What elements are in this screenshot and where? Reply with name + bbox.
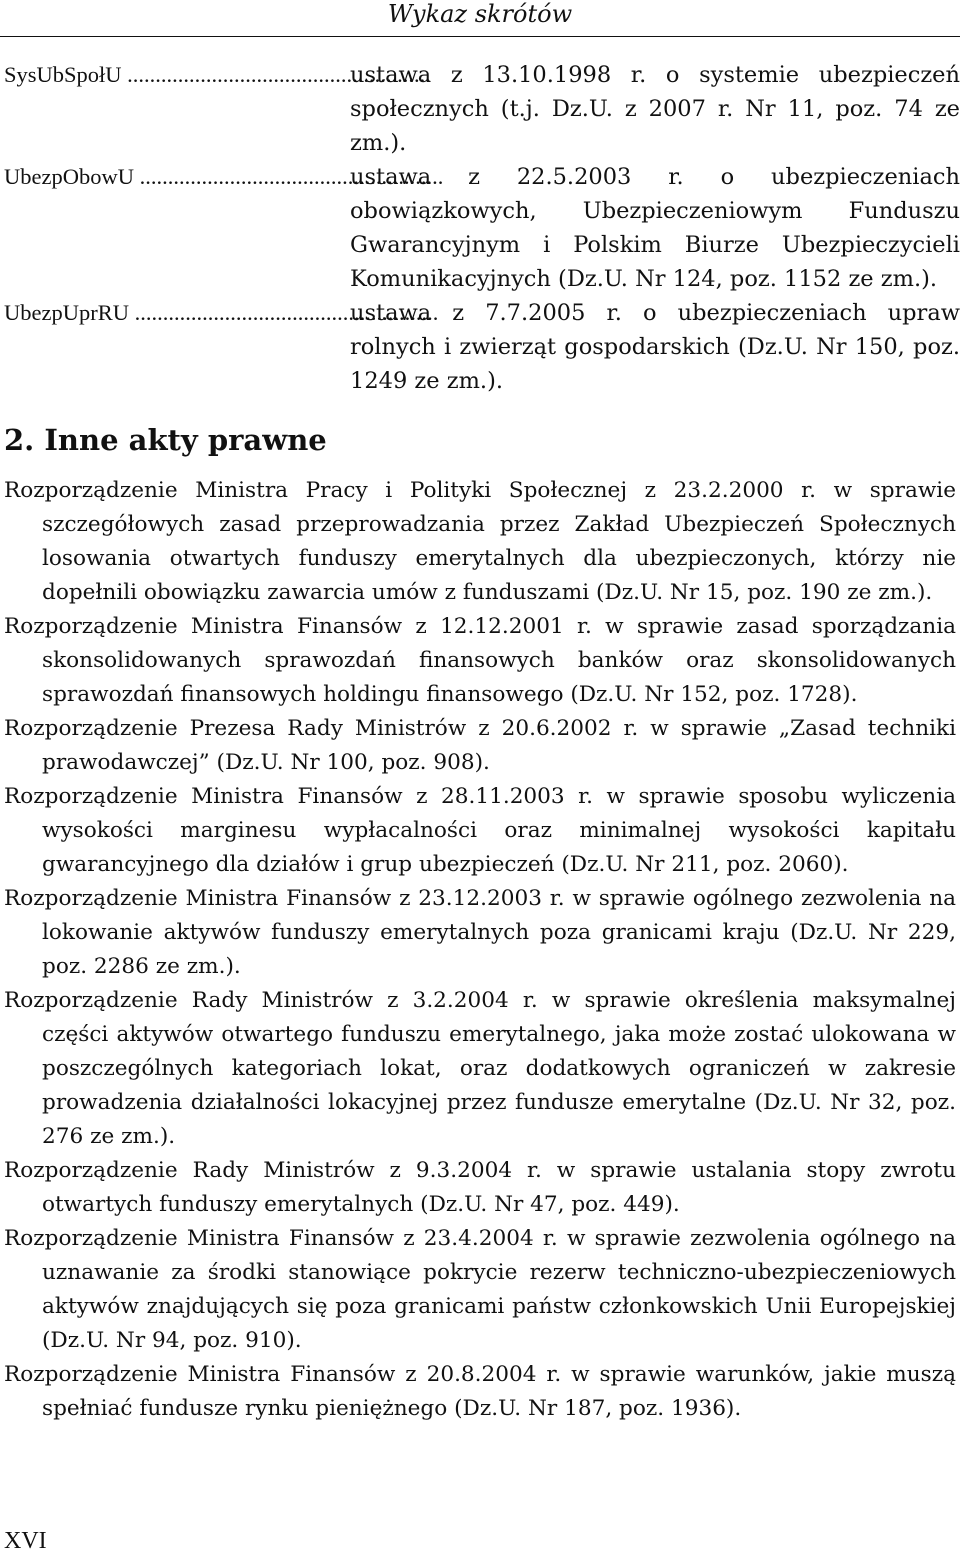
page-number: XVI	[4, 1528, 47, 1554]
legal-act-entry: Rozporządzenie Rady Ministrów z 3.2.2004 r. w sprawie określenia maksymalnej części aktywów otwartego funduszu emerytalnego, jaka może zostać ulokowana w poszczególnych kategoriach lokat, oraz dodatkowych ograniczeń w zakresie prowadzenia działalności lokacyjnej przez fundusze emerytalne (Dz.U. Nr 32, poz. 276 ze zm.).	[4, 988, 956, 1149]
abbreviation-term: UbezpObowU ......................................................	[4, 164, 444, 189]
section-heading: 2. Inne akty prawne	[4, 423, 327, 457]
legal-act-entry: Rozporządzenie Ministra Pracy i Polityki Społecznej z 23.2.2000 r. w sprawie szczegółowych zasad przeprowadzania przez Zakład Ubezpieczeń Społecznych losowania otwartych funduszy emerytalnych dla ubezpieczonych, którzy nie dopełnili obowiązku zawarcia umów z funduszami (Dz.U. Nr 15, poz. 190 ze zm.).	[4, 478, 956, 605]
abbreviation-definition: ustawa z 22.5.2003 r. o ubezpieczeniach obowiązkowych, Ubezpieczeniowym Funduszu Gwarancyjnym i Polskim Biurze Ubezpieczycieli Komunikacyjnych (Dz.U. Nr 124, poz. 1152 ze zm.).	[350, 164, 960, 292]
legal-acts-list	[4, 474, 956, 1426]
legal-act-entry: Rozporządzenie Ministra Finansów z 23.4.2004 r. w sprawie zezwolenia ogólnego na uznawanie za środki stanowiące pokrycie rezerw techniczno-ubezpieczeniowych aktywów znajdujących się poza granicami państw członkowskich Unii Europejskiej (Dz.U. Nr 94, poz. 910).	[4, 1226, 956, 1353]
abbreviation-definition: ustawa z 13.10.1998 r. o systemie ubezpieczeń społecznych (t.j. Dz.U. z 2007 r. Nr 11, poz. 74 ze zm.).	[350, 62, 960, 156]
abbreviation-entry	[0, 160, 960, 296]
header-rule	[0, 36, 960, 37]
abbreviation-entry	[0, 58, 960, 160]
legal-act-entry: Rozporządzenie Rady Ministrów z 9.3.2004 r. w sprawie ustalania stopy zwrotu otwartych funduszy emerytalnych (Dz.U. Nr 47, poz. 449).	[4, 1158, 956, 1217]
legal-act-entry: Rozporządzenie Ministra Finansów z 20.8.2004 r. w sprawie warunków, jakie muszą spełniać fundusze rynku pieniężnego (Dz.U. Nr 187, poz. 1936).	[4, 1362, 956, 1421]
abbreviation-entry	[0, 296, 960, 398]
legal-act-entry: Rozporządzenie Ministra Finansów z 28.11.2003 r. w sprawie sposobu wyliczenia wysokości marginesu wypłacalności oraz minimalnej wysokości kapitału gwarancyjnego dla działów i grup ubezpieczeń (Dz.U. Nr 211, poz. 2060).	[4, 784, 956, 877]
legal-act-entry: Rozporządzenie Ministra Finansów z 12.12.2001 r. w sprawie zasad sporządzania skonsolidowanych sprawozdań finansowych banków oraz skonsolidowanych sprawozdań finansowych holdingu finansowego (Dz.U. Nr 152, poz. 1728).	[4, 614, 956, 707]
legal-act-entry: Rozporządzenie Ministra Finansów z 23.12.2003 r. w sprawie ogólnego zezwolenia na lokowanie aktywów funduszy emerytalnych poza granicami kraju (Dz.U. Nr 229, poz. 2286 ze zm.).	[4, 886, 956, 979]
abbreviation-list	[0, 58, 960, 398]
legal-act-entry: Rozporządzenie Prezesa Rady Ministrów z 20.6.2002 r. w sprawie „Zasad techniki prawodawczej” (Dz.U. Nr 100, poz. 908).	[4, 716, 956, 775]
abbreviation-term: UbezpUprRU ......................................................	[4, 300, 439, 325]
abbreviation-term: SysUbSpołU ......................................................	[4, 62, 431, 87]
running-head: Wykaz skrótów	[387, 0, 573, 28]
abbreviation-definition: ustawa z 7.7.2005 r. o ubezpieczeniach upraw rolnych i zwierząt gospodarskich (Dz.U. Nr 150, poz. 1249 ze zm.).	[350, 300, 960, 394]
